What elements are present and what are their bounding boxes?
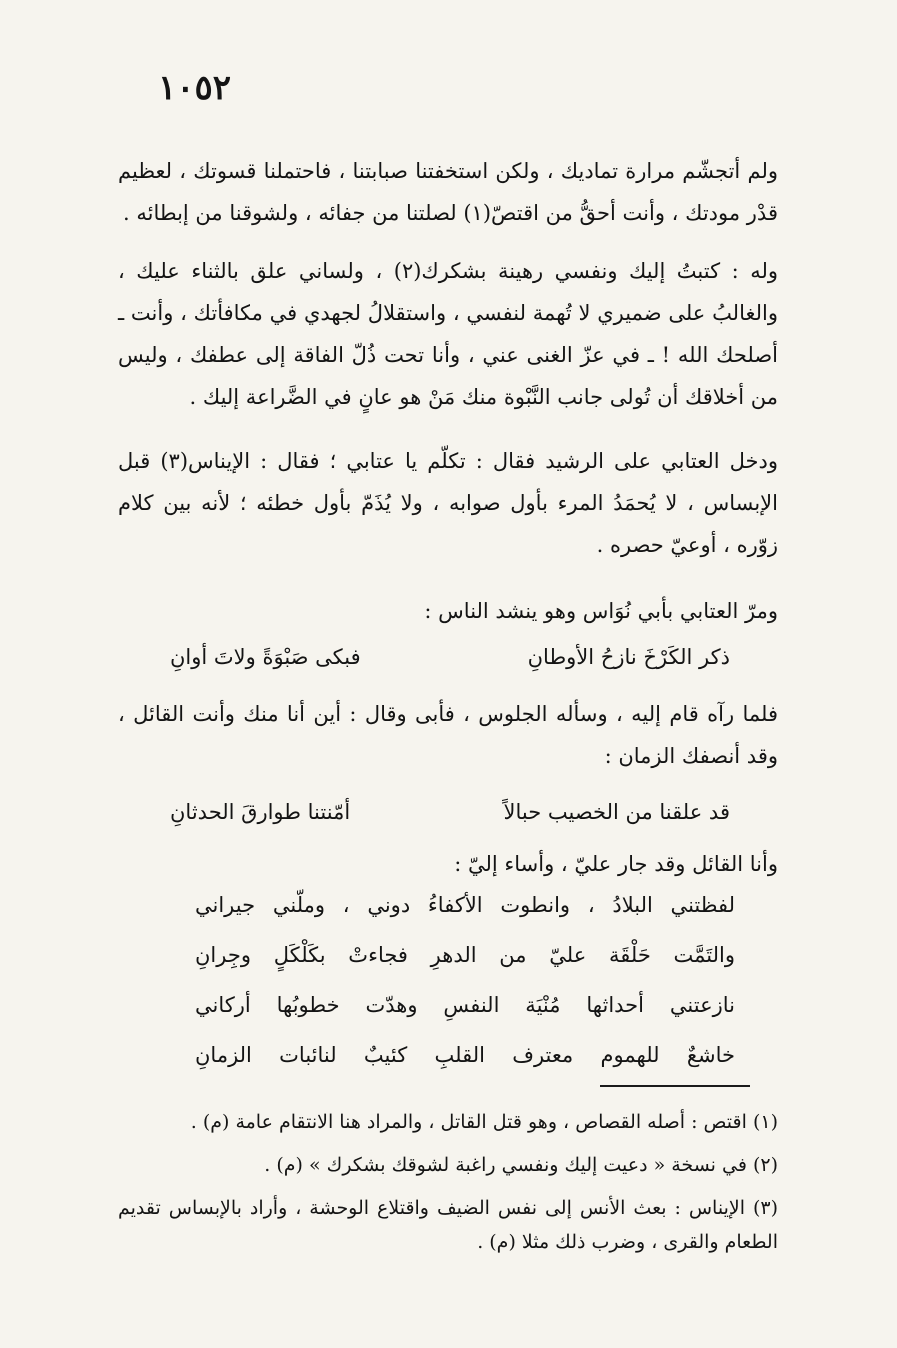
paragraph-2: وله : كتبتُ إليك ونفسي رهينة بشكرك(٢) ، ولساني علق بالثناء عليك ، والغالبُ على ضميري لا تُهمة لنفسي ، واستقلالُ لجهدي في مكافأتك ، وأنت ـ أصلحك الله ! ـ في عزّ الغنى عني ، وأنا تحت ذُلّ الفاقة إلى عطفك ، وليس من أخلاقك أن تُولى جانب النَّبْوة منك مَنْ هو عانٍ في الضَّراعة إليك . [118, 259, 778, 409]
verse-2 [170, 800, 730, 840]
paragraph-3: ودخل العتابي على الرشيد فقال : تكلّم يا عتابي ؛ فقال : الإيناس(٣) قبل الإبساس ، لا يُحمَدُ المرء بأول صوابه ، ولا يُذَمّ بأول خطئه ؛ لأنه بين كلام زوّره ، أوعيّ حصره . [118, 449, 778, 557]
verse-2-second-hemistich: أمّنتنا طوارقَ الحدثانِ [170, 800, 351, 824]
poem-line-2: والتَمَّت حَلْقَة عليّ من الدهرِ فجاءتْ بكَلْكَلٍ وجِرانِ [195, 943, 735, 967]
verse-1 [170, 645, 730, 685]
poem-line-1: لفظتني البلادُ ، وانطوت الأكفاءُ دوني ، وملّني جيراني [195, 893, 735, 917]
paragraph-4: ومرّ العتابي بأبي نُوَاس وهو ينشد الناس : [424, 599, 778, 623]
verse-1-first-hemistich: ذكر الكَرْخَ نازحُ الأوطانِ [527, 645, 730, 669]
verse-2-first-hemistich: قد علقنا من الخصيب حبالاً [503, 800, 730, 824]
footnote-2: (٢) في نسخة « دعيت إليك ونفسي راغبة لشوقك بشكرك » (م) . [264, 1154, 778, 1176]
paragraph-5: فلما رآه قام إليه ، وسأله الجلوس ، فأبى وقال : أين أنا منك وأنت القائل ، وقد أنصفك الزمان : [118, 702, 778, 768]
footnote-3: (٣) الإيناس : بعث الأنس إلى نفس الضيف واقتلاع الوحشة ، وأراد بالإبساس تقديم الطعام والقرى ، وضرب ذلك مثلا (م) . [118, 1197, 778, 1253]
verse-1-second-hemistich: فبكى صَبْوَةً ولاتَ أوانِ [170, 645, 361, 669]
paragraph-1: ولم أتجشّم مرارة تماديك ، ولكن استخفتنا صبابتنا ، فاحتملنا قسوتك ، لعظيم قدْر مودتك ، وأنت أحقُّ من اقتصّ(١) لصلتنا من جفائه ، ولشوقنا من إبطائه . [118, 159, 778, 225]
footnote-1: (١) اقتص : أصله القصاص ، وهو قتل القاتل ، والمراد هنا الانتقام عامة (م) . [190, 1111, 778, 1133]
paragraph-6: وأنا القائل وقد جار عليّ ، وأساء إليّ : [454, 852, 778, 876]
footnote-separator [600, 1085, 750, 1087]
page-number: ١٠٥٢ [158, 68, 232, 108]
poem-line-4: خاشعٌ للهموم معترف القلبِ كئيبٌ لنائبات الزمانِ [195, 1043, 735, 1067]
poem-line-3: نازعتني أحداثها مُنْيَة النفسِ وهدّت خطوبُها أركاني [195, 993, 735, 1017]
